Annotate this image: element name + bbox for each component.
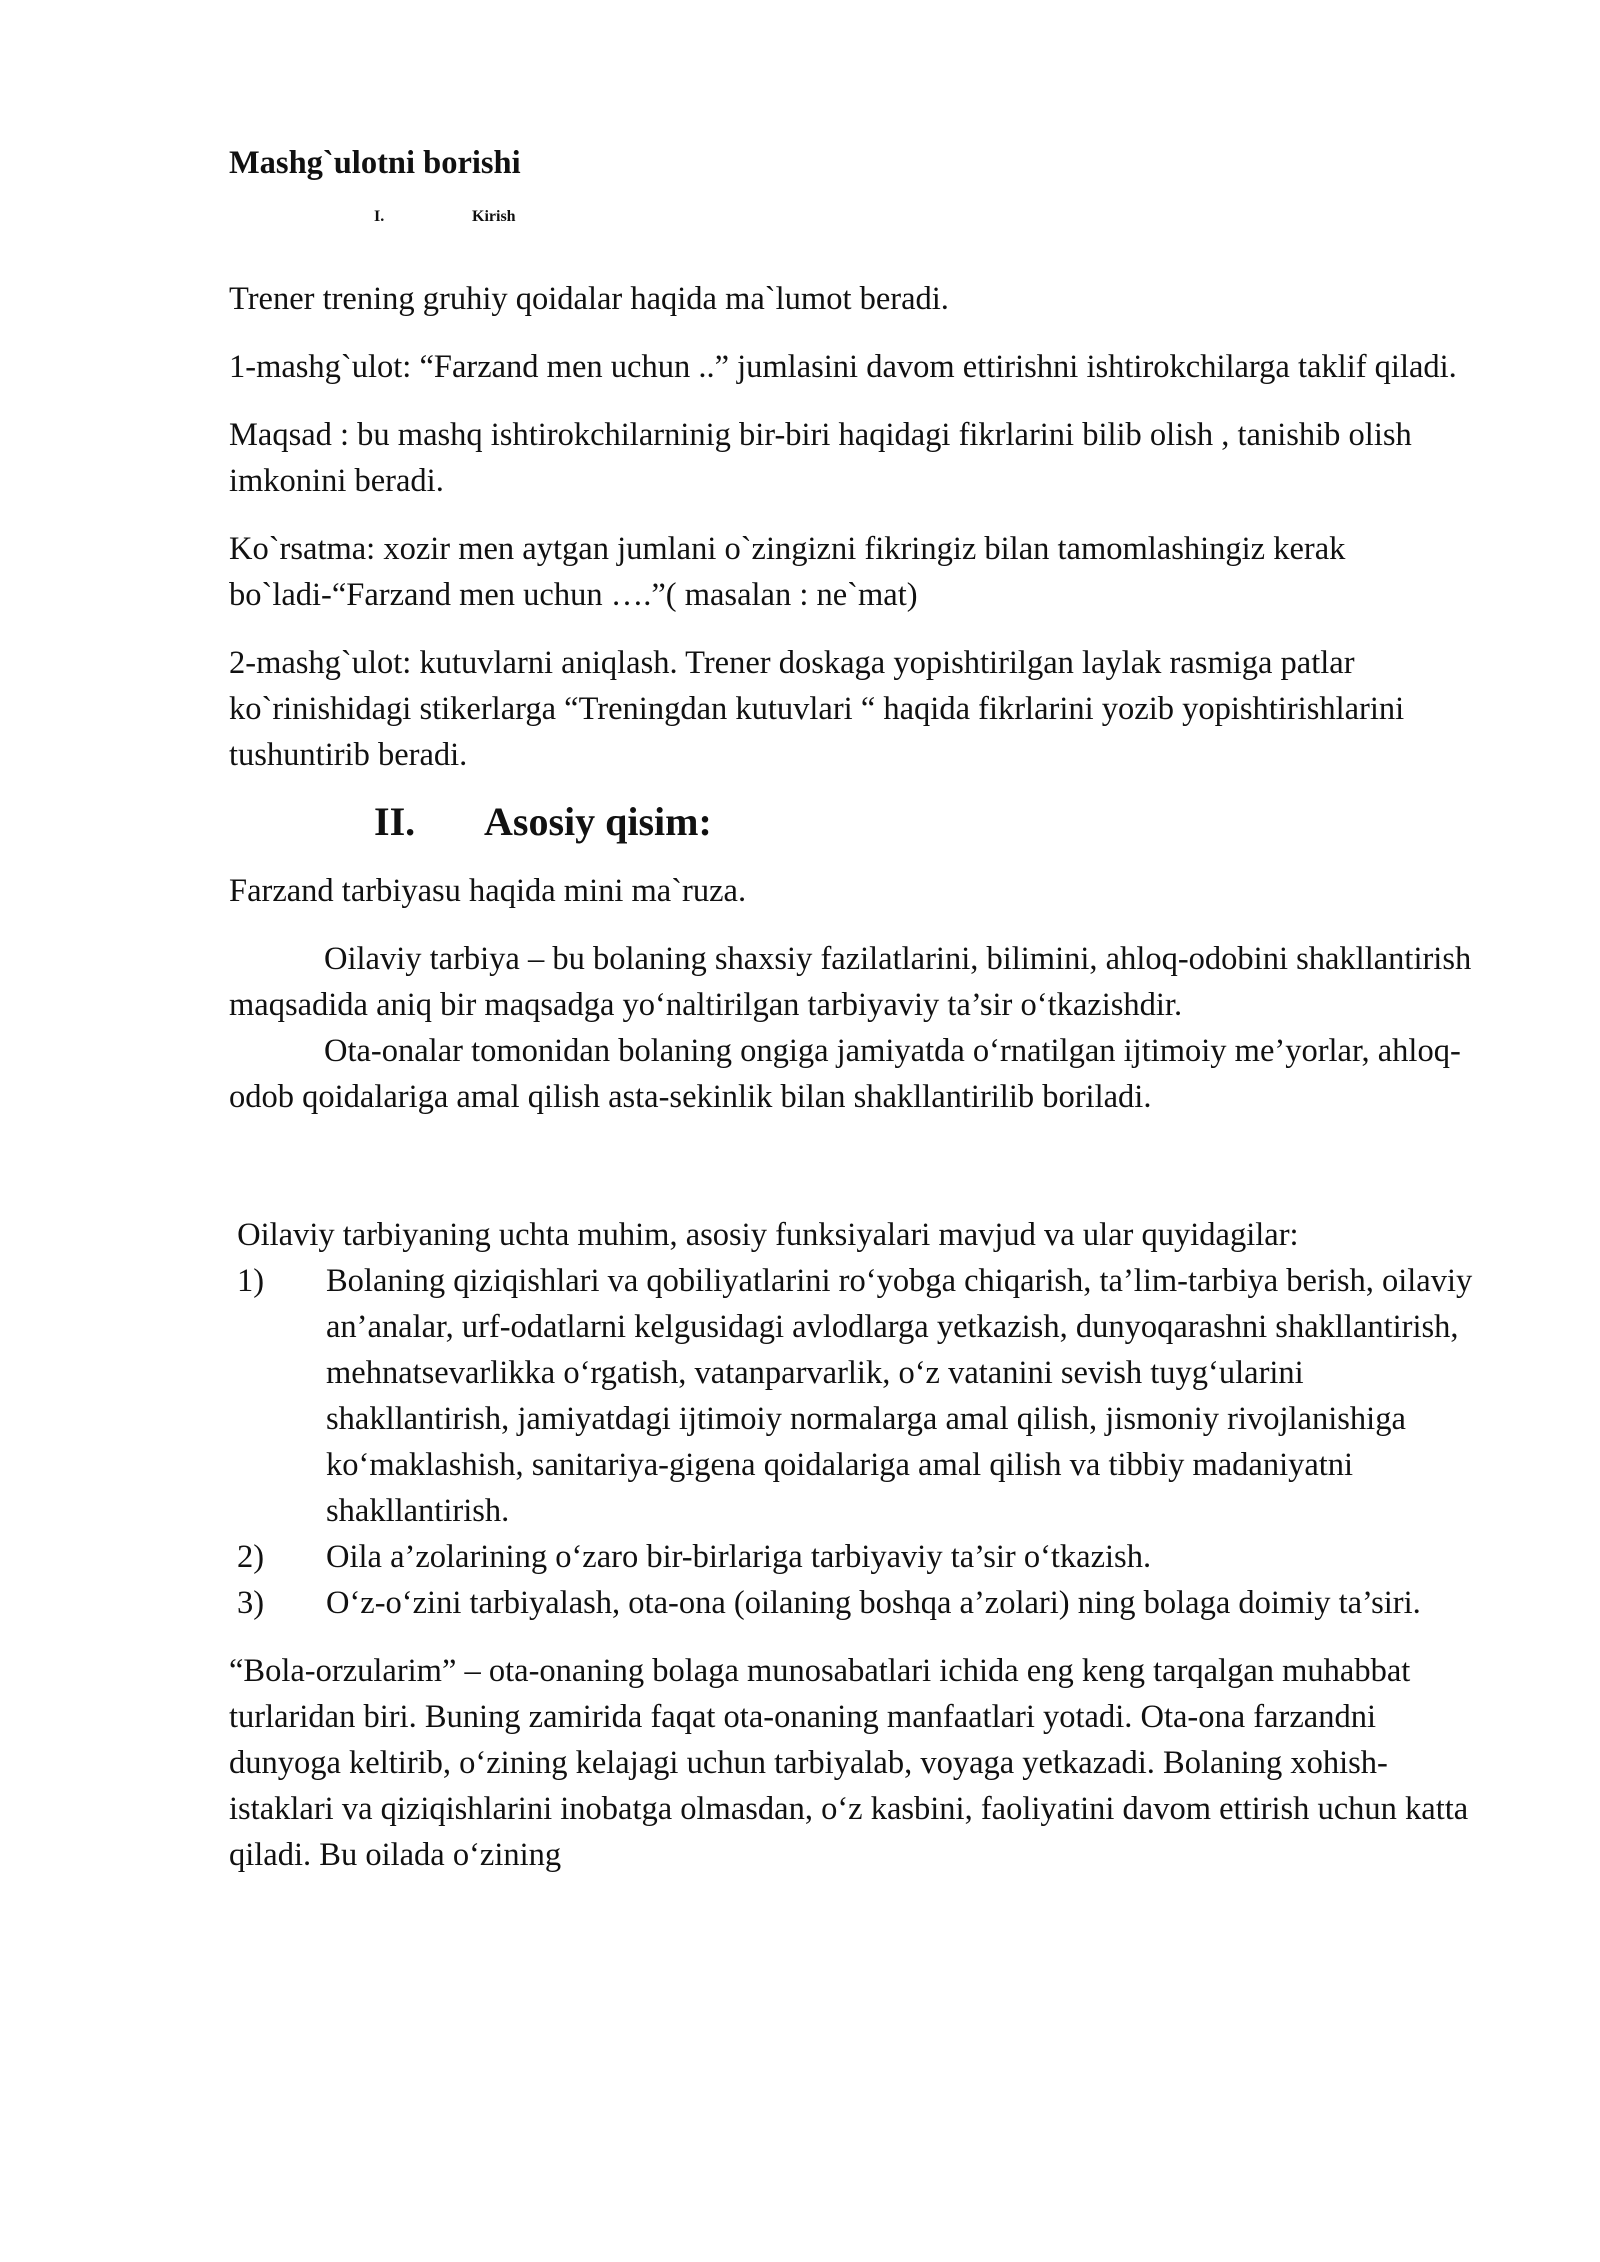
- paragraph-exercise-1: 1-mashg`ulot: “Farzand men uchun ..” jumlasini davom ettirishni ishtirokchilarga taklif qiladi.: [229, 349, 1457, 385]
- paragraph-lecture: Farzand tarbiyasu haqida mini ma`ruza.: [229, 873, 747, 909]
- section-number: II.: [374, 799, 416, 844]
- paragraph-rules: Trener trening gruhiy qoidalar haqida ma`lumot beradi.: [229, 281, 949, 317]
- list-item: 2) Oila a’zolarining o‘zaro bir-birlariga tarbiyaviy ta’sir o‘tkazish.: [237, 1539, 1152, 1575]
- paragraph-bola-orzularim: “Bola-orzularim” – ota-onaning bolaga munosabatlari ichida eng keng tarqalgan muhabbat turlaridan biri. Buning zamirida faqat ota-onaning manfaatlari yotadi. Ota-ona farzandni dunyoga keltirib, o‘zining kelajagi uchun tarbiyalab, voyaga yetkazadi. Bolaning xohish-istaklari va qiziqishlarini inobatga olmasdan, o‘z kasbini, faoliyatini davom ettirish uchun katta qiladi. Bu oilada o‘zining: [229, 1653, 1469, 1873]
- paragraph-goal: Maqsad : bu mashq ishtirokchilarninig bir-biri haqidagi fikrlarini bilib olish , tanishib olish imkonini beradi.: [229, 417, 1412, 499]
- section-asosiy-qisim: [229, 792, 1479, 852]
- functions-list: [229, 1258, 1479, 1626]
- paragraph-definition: Oilaviy tarbiya – bu bolaning shaxsiy fazilatlarini, bilimini, ahloq-odobini shakllantirish maqsadida aniq bir maqsadga yo‘naltirilgan tarbiyaviy ta’sir o‘tkazishdir.: [229, 941, 1472, 1023]
- section-kirish: [229, 208, 1479, 254]
- list-item: 3) O‘z-o‘zini tarbiyalash, ota-ona (oilaning boshqa a’zolari) ning bolaga doimiy ta’siri.: [237, 1585, 1421, 1621]
- list-item: 1) Bolaning qiziqishlari va qobiliyatlarini ro‘yobga chiqarish, ta’lim-tarbiya berish, oilaviy an’analar, urf-odatlarni kelgusidagi avlodlarga yetkazish, dunyoqarashni shakllantirish, mehnatsevarlikka o‘rgatish, vatanparvarlik, o‘z vatanini sevish tuyg‘ularini shakllantirish, jamiyatdagi ijtimoiy normalarga amal qilish, jismoniy rivojlanishiga ko‘maklashish, sanitariya-gigena qoidalariga amal qilish va tibbiy madaniyatni shakllantirish.: [237, 1263, 1473, 1529]
- section-title: Asosiy qisim:: [484, 799, 712, 844]
- section-title: Kirish: [472, 208, 516, 225]
- paragraph-instruction: Ko`rsatma: xozir men aytgan jumlani o`zingizni fikringiz bilan tamomlashingiz kerak bo`ladi-“Farzand men uchun ….”( masalan : ne`mat): [229, 531, 1346, 613]
- document-heading: Mashg`ulotni borishi: [229, 145, 521, 181]
- paragraph-exercise-2: 2-mashg`ulot: kutuvlarni aniqlash. Trener doskaga yopishtirilgan laylak rasmiga patlar ko`rinishidagi stikerlarga “Treningdan kutuvlari “ haqida fikrlarini yozib yopishtirishlarini tushuntirib beradi.: [229, 645, 1405, 773]
- document-body: [229, 140, 1479, 1878]
- section-number: I.: [374, 208, 385, 225]
- paragraph-functions-intro: Oilaviy tarbiyaning uchta muhim, asosiy funksiyalari mavjud va ular quyidagilar:: [229, 1217, 1299, 1253]
- paragraph-norms: Ota-onalar tomonidan bolaning ongiga jamiyatda o‘rnatilgan ijtimoiy me’yorlar, ahloq-odob qoidalariga amal qilish asta-sekinlik bilan shakllantirilib boriladi.: [229, 1033, 1461, 1115]
